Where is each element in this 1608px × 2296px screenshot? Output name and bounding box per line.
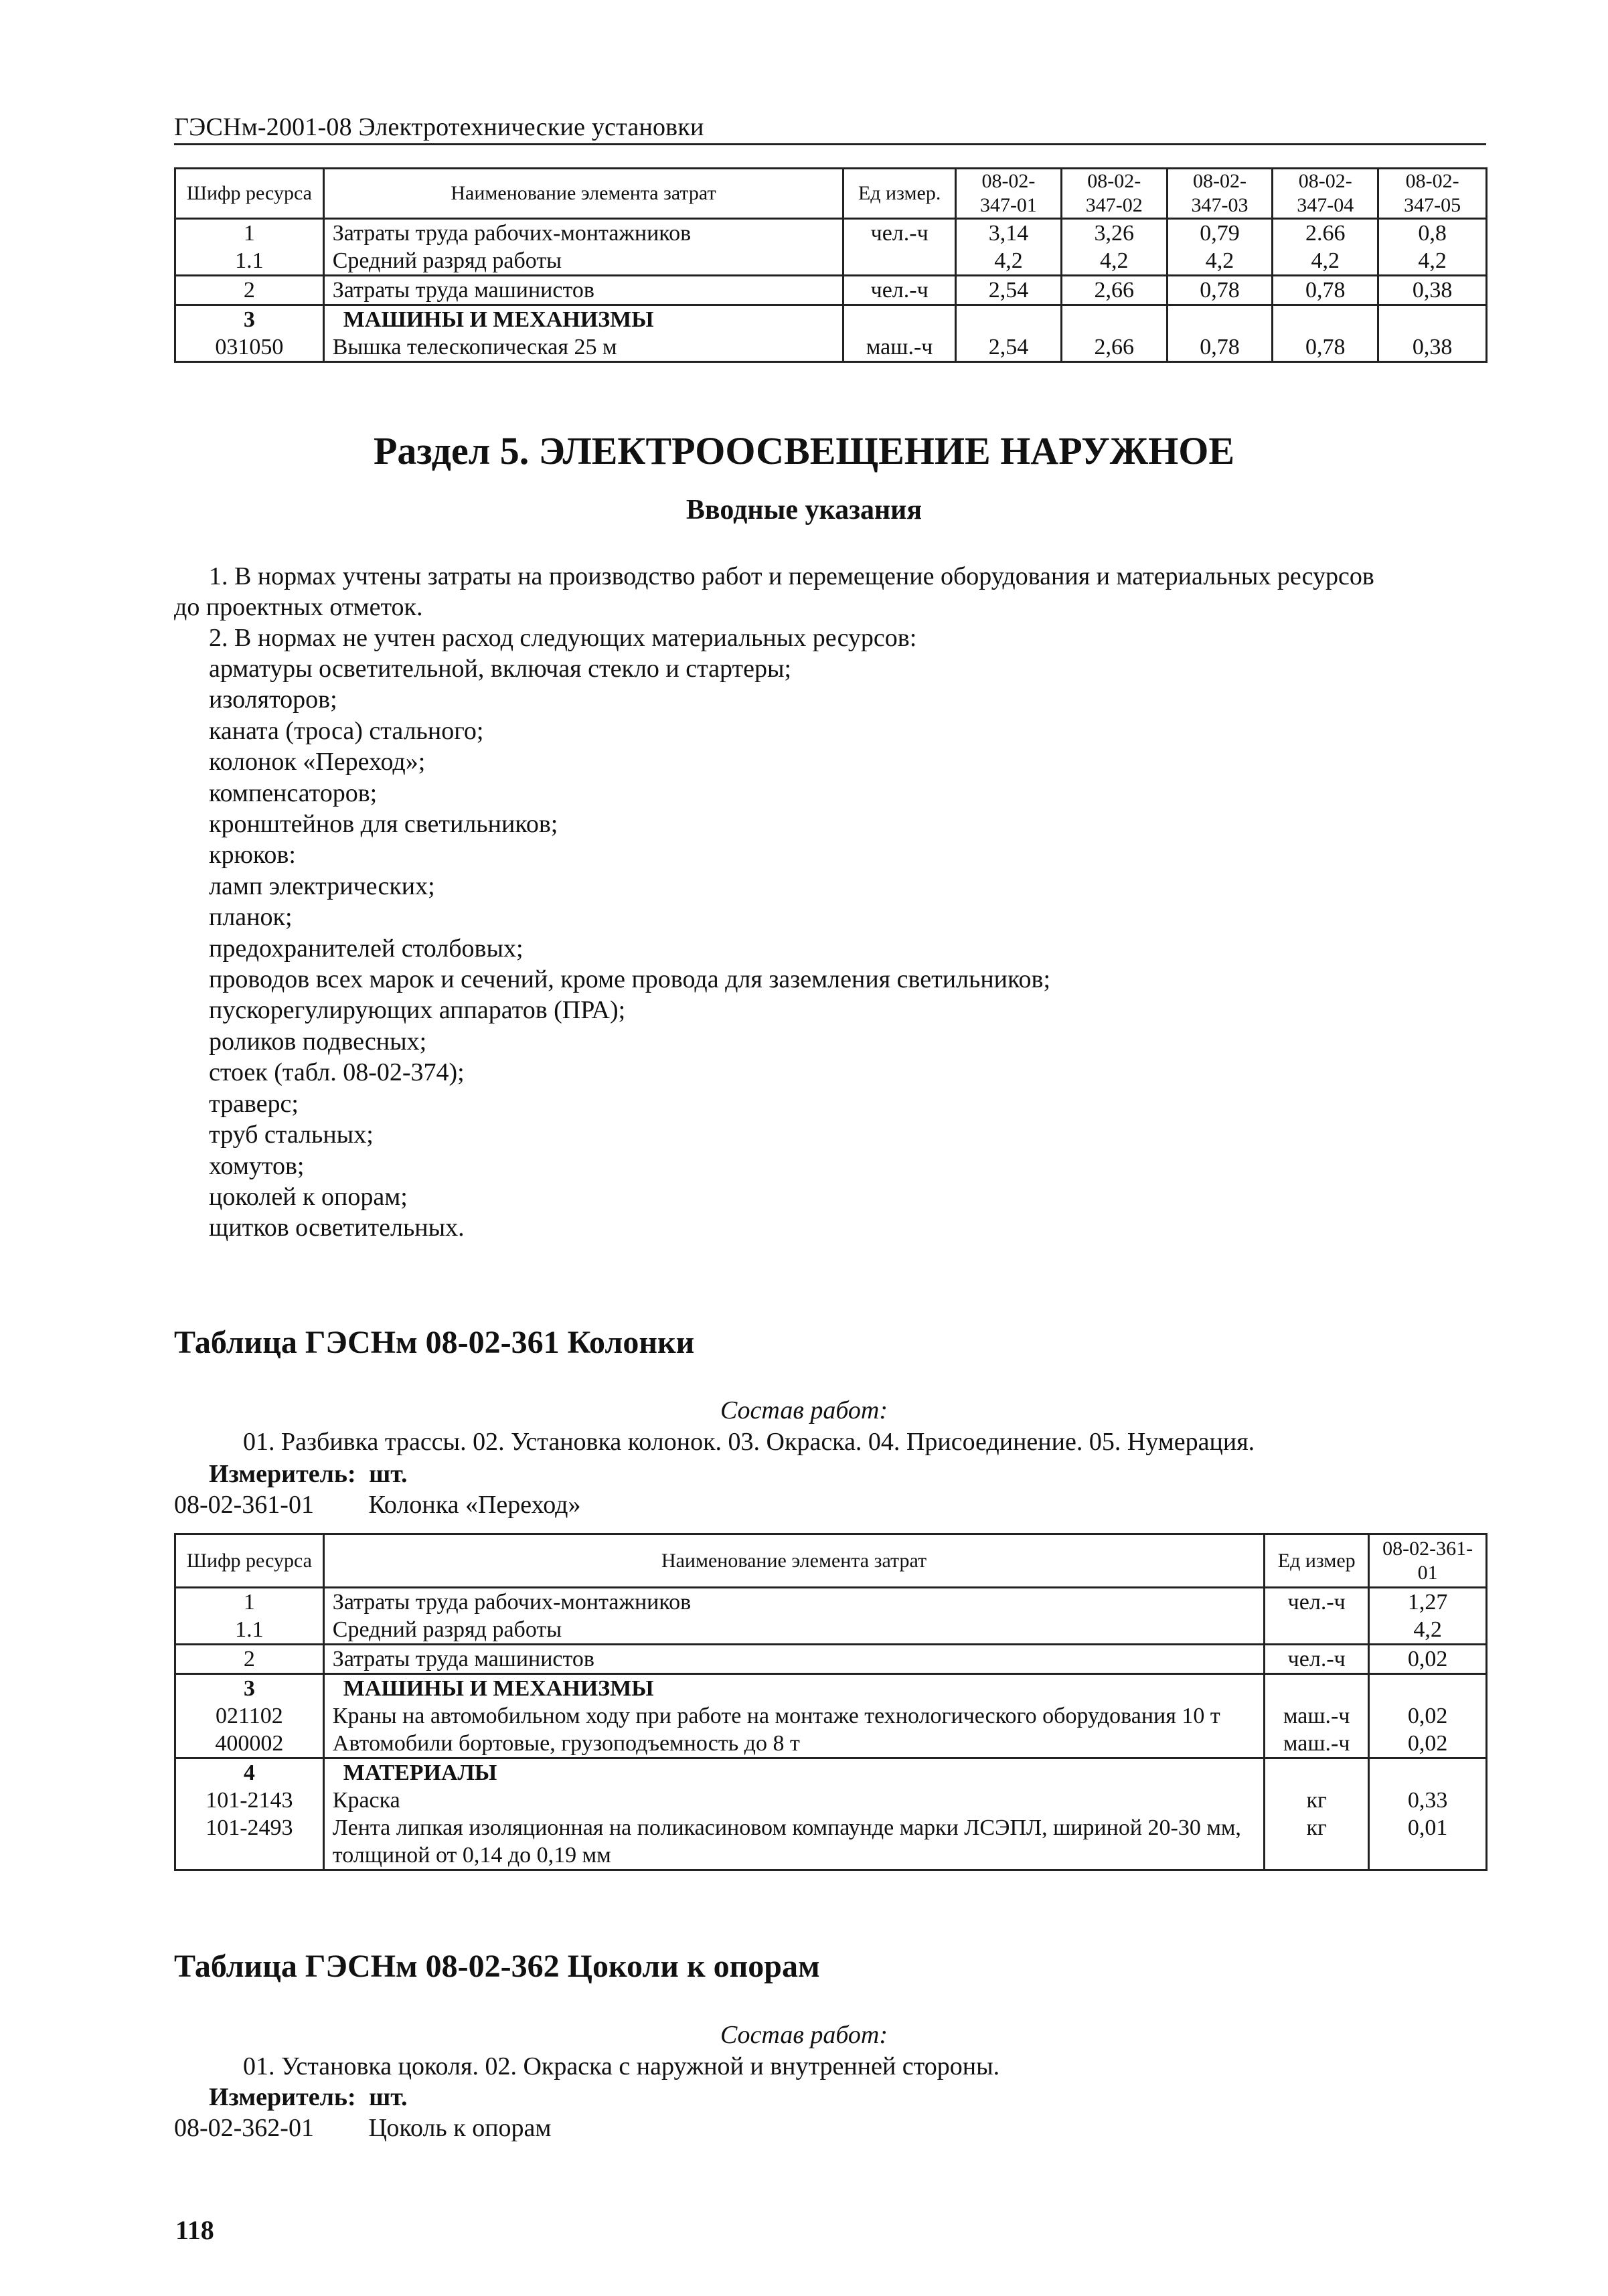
table-row bbox=[175, 1758, 1487, 1787]
list-item: хомутов; bbox=[209, 1151, 305, 1180]
list-item: проводов всех марок и сечений, кроме провода для заземления светильников; bbox=[209, 965, 1051, 994]
col-header-347-04: 08-02-347-04 bbox=[1273, 169, 1378, 219]
table-362-title: Таблица ГЭСНм 08-02-362 Цоколи к опорам bbox=[174, 1949, 820, 1984]
norm-name: Колонка «Переход» bbox=[368, 1491, 581, 1519]
t361-sostav-text: 01. Разбивка трассы. 02. Установка колонок. 03. Окраска. 04. Присоединение. 05. Нумерация. bbox=[243, 1428, 1255, 1456]
cell-value bbox=[1061, 305, 1167, 334]
paragraph-2: 2. В нормах не учтен расход следующих материальных ресурсов: bbox=[209, 624, 917, 652]
col-header-347-01: 08-02-347-01 bbox=[956, 169, 1062, 219]
cell-value bbox=[1167, 305, 1273, 334]
resource-table-361 bbox=[174, 1533, 1488, 1871]
cell-name-section: МАТЕРИАЛЫ bbox=[323, 1758, 1265, 1787]
cell-unit bbox=[1265, 1674, 1369, 1703]
cell-code: 2 bbox=[175, 1645, 324, 1674]
cell-name: Затраты труда рабочих-монтажников bbox=[323, 219, 843, 248]
cell-name: Краска bbox=[323, 1787, 1265, 1814]
cell-name: Лента липкая изоляционная на поликасиновом компаунде марки ЛСЭПЛ, шириной 20-30 мм, толщиной от 0,14 до 0,19 мм bbox=[323, 1814, 1265, 1870]
cell-code: 3 bbox=[175, 305, 324, 334]
cell-code: 1.1 bbox=[175, 1616, 324, 1645]
cell-code: 021102 bbox=[175, 1702, 324, 1730]
table-row bbox=[175, 247, 1487, 276]
list-item: кронштейнов для светильников; bbox=[209, 810, 558, 839]
list-item: роликов подвесных; bbox=[209, 1027, 427, 1056]
cell-unit: чел.-ч bbox=[843, 276, 956, 305]
list-item: траверс; bbox=[209, 1089, 299, 1118]
resource-table-347 bbox=[174, 167, 1488, 363]
list-item: каната (троса) стального; bbox=[209, 716, 484, 745]
cell-unit: чел.-ч bbox=[843, 219, 956, 248]
cell-code: 1.1 bbox=[175, 247, 324, 276]
cell-code: 4 bbox=[175, 1758, 324, 1787]
cell-unit bbox=[843, 247, 956, 276]
col-header-name: Наименование элемента затрат bbox=[323, 169, 843, 219]
paragraph-1a: 1. В нормах учтены затраты на производство работ и перемещение оборудования и материальных ресурсов bbox=[209, 562, 1374, 590]
cell-value: 4,2 bbox=[1061, 247, 1167, 276]
cell-value: 0,78 bbox=[1167, 276, 1273, 305]
cell-unit bbox=[1265, 1616, 1369, 1645]
list-item: арматуры осветительной, включая стекло и стартеры; bbox=[209, 655, 792, 683]
list-item: планок; bbox=[209, 903, 293, 932]
cell-value: 0,38 bbox=[1378, 276, 1487, 305]
cell-value: 0,01 bbox=[1369, 1814, 1487, 1870]
cell-value: 2,66 bbox=[1061, 333, 1167, 362]
list-item: компенсаторов; bbox=[209, 778, 378, 807]
cell-unit bbox=[1265, 1758, 1369, 1787]
cell-value: 4,2 bbox=[956, 247, 1062, 276]
cell-value: 0,38 bbox=[1378, 333, 1487, 362]
list-item: предохранителей столбовых; bbox=[209, 934, 524, 963]
cell-unit: кг bbox=[1265, 1787, 1369, 1814]
col-header-unit: Ед измер. bbox=[843, 169, 956, 219]
cell-value: 0,78 bbox=[1167, 333, 1273, 362]
cell-value: 0,02 bbox=[1369, 1730, 1487, 1758]
intro-title: Вводные указания bbox=[686, 495, 922, 525]
table-row bbox=[175, 219, 1487, 248]
col-header-347-02: 08-02-347-02 bbox=[1061, 169, 1167, 219]
cell-value: 4,2 bbox=[1167, 247, 1273, 276]
page-number: 118 bbox=[175, 2215, 214, 2245]
cell-value: 4,2 bbox=[1369, 1616, 1487, 1645]
list-item: пускорегулирующих аппаратов (ПРА); bbox=[209, 996, 626, 1025]
cell-unit: маш.-ч bbox=[843, 333, 956, 362]
section-title: Раздел 5. ЭЛЕКТРООСВЕЩЕНИЕ НАРУЖНОЕ bbox=[373, 429, 1235, 473]
cell-value: 2,54 bbox=[956, 333, 1062, 362]
table-row bbox=[175, 1645, 1487, 1674]
cell-name: Средний разряд работы bbox=[323, 247, 843, 276]
col-header-347-05: 08-02-347-05 bbox=[1378, 169, 1487, 219]
cell-name: Средний разряд работы bbox=[323, 1616, 1265, 1645]
cell-value: 0,78 bbox=[1273, 276, 1378, 305]
list-item: труб стальных; bbox=[209, 1121, 374, 1149]
table-header-row bbox=[175, 1534, 1487, 1588]
table-row bbox=[175, 1674, 1487, 1703]
cell-code: 3 bbox=[175, 1674, 324, 1703]
cell-value bbox=[1369, 1674, 1487, 1703]
cell-value: 2,54 bbox=[956, 276, 1062, 305]
cell-value: 0,02 bbox=[1369, 1645, 1487, 1674]
t361-measure bbox=[209, 1459, 408, 1489]
cell-unit: кг bbox=[1265, 1814, 1369, 1870]
measure-value: шт. bbox=[369, 1460, 408, 1488]
norm-code: 08-02-362-01 bbox=[174, 2114, 314, 2142]
table-row bbox=[175, 1814, 1487, 1870]
cell-value: 3,14 bbox=[956, 219, 1062, 248]
cell-value: 2.66 bbox=[1273, 219, 1378, 248]
cell-name: Краны на автомобильном ходу при работе на монтаже технологического оборудования 10 т bbox=[323, 1702, 1265, 1730]
table-row bbox=[175, 333, 1487, 362]
cell-name: Затраты труда машинистов bbox=[323, 276, 843, 305]
cell-code: 400002 bbox=[175, 1730, 324, 1758]
list-item: ламп электрических; bbox=[209, 872, 435, 900]
cell-value: 4,2 bbox=[1378, 247, 1487, 276]
cell-value: 0,79 bbox=[1167, 219, 1273, 248]
norm-name: Цоколь к опорам bbox=[368, 2114, 552, 2142]
col-header-name: Наименование элемента затрат bbox=[323, 1534, 1265, 1588]
cell-value: 0,78 bbox=[1273, 333, 1378, 362]
cell-code: 2 bbox=[175, 276, 324, 305]
cell-value bbox=[1378, 305, 1487, 334]
cell-value: 4,2 bbox=[1273, 247, 1378, 276]
col-header-code: Шифр ресурса bbox=[175, 1534, 324, 1588]
norm-code: 08-02-361-01 bbox=[174, 1491, 314, 1519]
t361-code-line bbox=[174, 1490, 580, 1520]
list-item: щитков осветительных. bbox=[209, 1214, 465, 1242]
cell-value bbox=[1369, 1758, 1487, 1787]
cell-code: 101-2143 bbox=[175, 1787, 324, 1814]
list-item: стоек (табл. 08-02-374); bbox=[209, 1058, 465, 1087]
measure-value: шт. bbox=[369, 2083, 408, 2111]
cell-unit: чел.-ч bbox=[1265, 1588, 1369, 1617]
col-header-code: Шифр ресурса bbox=[175, 169, 324, 219]
t361-sostav-label: Состав работ: bbox=[720, 1396, 888, 1424]
t362-measure bbox=[209, 2082, 408, 2112]
list-item: колонок «Переход»; bbox=[209, 748, 426, 776]
cell-value bbox=[1273, 305, 1378, 334]
cell-name-section: МАШИНЫ И МЕХАНИЗМЫ bbox=[323, 1674, 1265, 1703]
cell-name: Вышка телескопическая 25 м bbox=[323, 333, 843, 362]
cell-name-section: МАШИНЫ И МЕХАНИЗМЫ bbox=[323, 305, 843, 334]
cell-value: 0,02 bbox=[1369, 1702, 1487, 1730]
cell-name: Автомобили бортовые, грузоподъемность до 8 т bbox=[323, 1730, 1265, 1758]
measure-label: Измеритель: bbox=[209, 1460, 356, 1488]
cell-code: 031050 bbox=[175, 333, 324, 362]
cell-code: 1 bbox=[175, 219, 324, 248]
cell-value bbox=[956, 305, 1062, 334]
paragraph-1b: до проектных отметок. bbox=[174, 593, 423, 621]
table-361-title: Таблица ГЭСНм 08-02-361 Колонки bbox=[174, 1325, 695, 1360]
list-item: крюков: bbox=[209, 841, 296, 870]
measure-label: Измеритель: bbox=[209, 2083, 356, 2111]
cell-unit: маш.-ч bbox=[1265, 1730, 1369, 1758]
table-row bbox=[175, 1616, 1487, 1645]
table-row bbox=[175, 1787, 1487, 1814]
resource-list bbox=[209, 653, 1050, 1244]
page-header: ГЭСНм-2001-08 Электротехнические установки bbox=[174, 112, 1486, 145]
cell-value: 2,66 bbox=[1061, 276, 1167, 305]
cell-name: Затраты труда машинистов bbox=[323, 1645, 1265, 1674]
list-item: цоколей к опорам; bbox=[209, 1182, 408, 1211]
col-header-unit: Ед измер bbox=[1265, 1534, 1369, 1588]
table-row bbox=[175, 1588, 1487, 1617]
cell-unit bbox=[843, 305, 956, 334]
cell-value: 1,27 bbox=[1369, 1588, 1487, 1617]
t362-sostav-text: 01. Установка цоколя. 02. Окраска с наружной и внутренней стороны. bbox=[243, 2052, 1000, 2080]
t362-code-line bbox=[174, 2113, 551, 2143]
cell-name: Затраты труда рабочих-монтажников bbox=[323, 1588, 1265, 1617]
col-header-347-03: 08-02-347-03 bbox=[1167, 169, 1273, 219]
table-row bbox=[175, 1702, 1487, 1730]
table-row bbox=[175, 276, 1487, 305]
cell-code: 1 bbox=[175, 1588, 324, 1617]
t362-sostav-label: Состав работ: bbox=[720, 2021, 888, 2049]
col-header-361-01: 08-02-361-01 bbox=[1369, 1534, 1487, 1588]
cell-value: 0,8 bbox=[1378, 219, 1487, 248]
cell-value: 3,26 bbox=[1061, 219, 1167, 248]
cell-value: 0,33 bbox=[1369, 1787, 1487, 1814]
cell-code: 101-2493 bbox=[175, 1814, 324, 1870]
cell-unit: чел.-ч bbox=[1265, 1645, 1369, 1674]
list-item: изоляторов; bbox=[209, 685, 337, 714]
table-header-row bbox=[175, 169, 1487, 219]
cell-unit: маш.-ч bbox=[1265, 1702, 1369, 1730]
table-row bbox=[175, 1730, 1487, 1758]
table-row bbox=[175, 305, 1487, 334]
